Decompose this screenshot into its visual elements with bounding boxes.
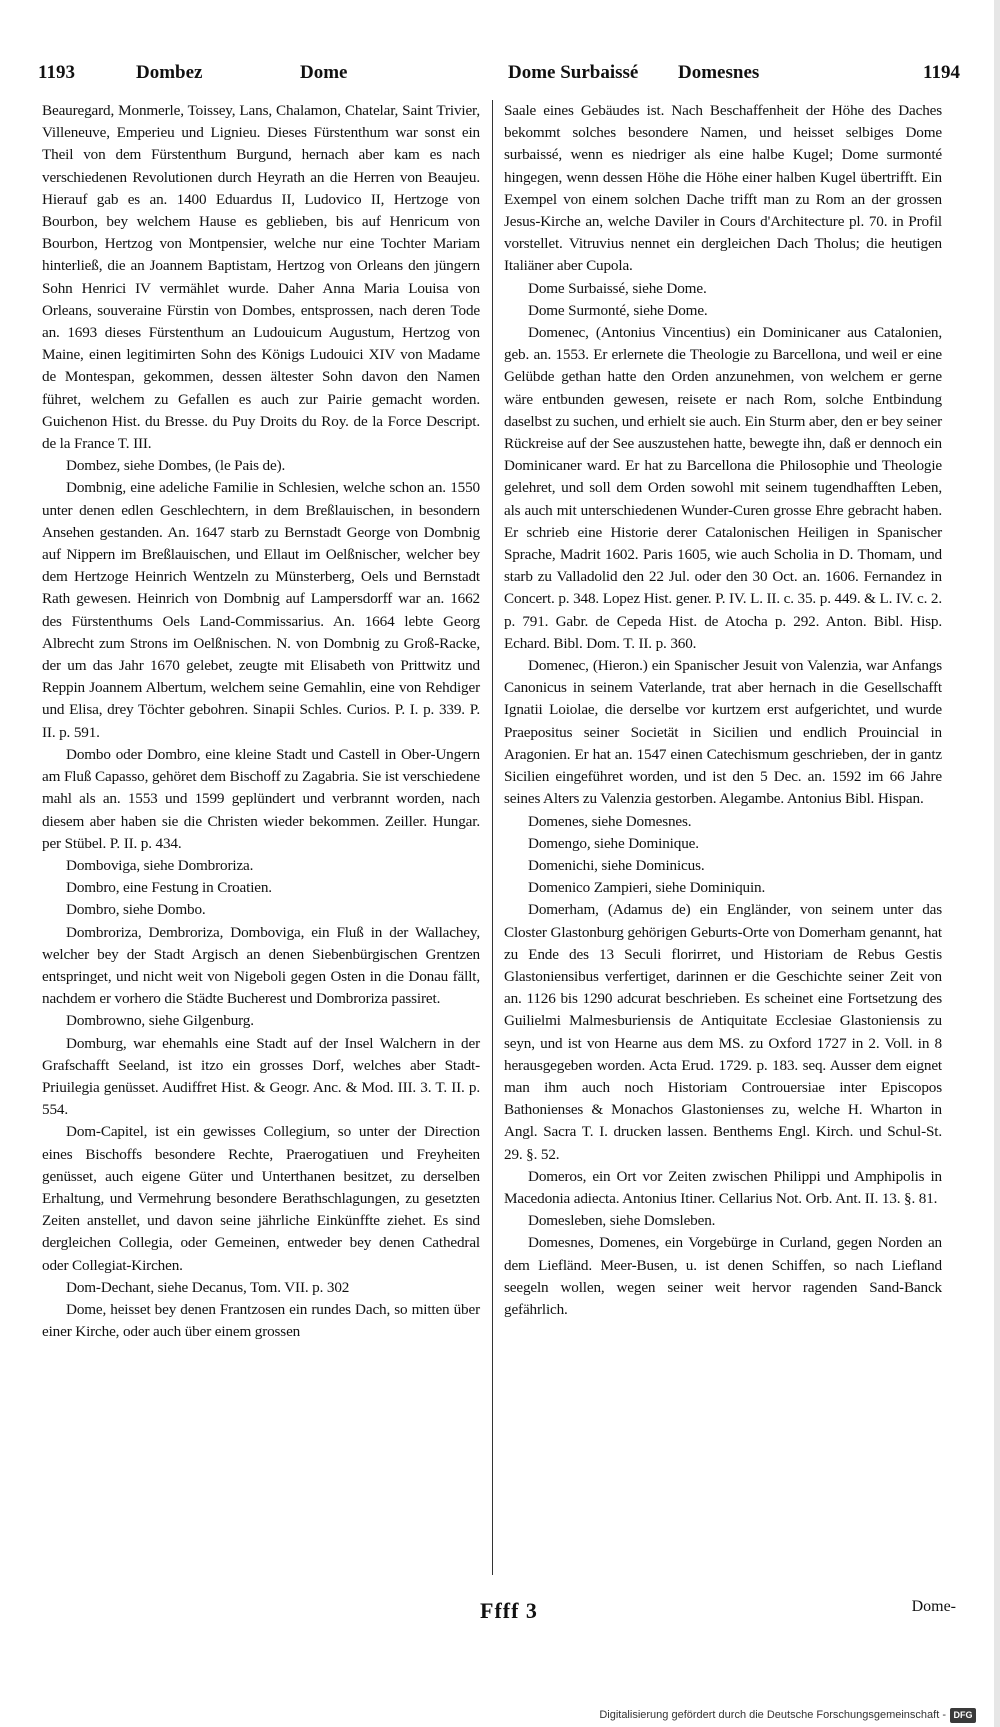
entry-paragraph: Domenec, (Antonius Vincentius) ein Dominicaner aus Catalonien, geb. an. 1553. Er erlernete die Theologie zu Barcellona, und weil er eine Gelübde gethan hatte den Orden anzunehmen, von welchem er gerne wäre entbunden gewesen, reisete er nach Rom, solche Entbindung daselbst zu suchen, und erhielt sie auch. Ein Sturm aber, den er bey seiner Rückreise auf der See auszustehen hatte, bewegte ihn, daß er dennoch ein Dominicaner ward. Er hat zu Barcellona die Philosophie und Theologie gelehret, und soll dem Orden sowohl mit seinem tugendhafften Leben, als auch mit unterschiedenen Wunder-Curen grosse Ehre gebracht haben. Er schrieb eine Historie derer Catalonischen Heiligen in Spanischer Sprache, Madrit 1602. Paris 1605, wie auch Scholia in D. Thomam, und starb zu Valladolid den 22 Jul. oder den 30 Oct. an. 1606. Fernandez in Concert. p. 348. Lopez Hist. gener. P. IV. L. II. c. 35. p. 449. & L. IV. c. 2. p. 791. Gabr. de Cepeda Hist. de Atocha p. 292. Anton. Bibl. Hisp. Echard. Bibl. Dom. T. II. p. 360. (504, 324, 942, 652)
entry-paragraph: Dombrowno, siehe Gilgenburg. (66, 1012, 254, 1030)
entry-paragraph: Dom-Dechant, siehe Decanus, Tom. VII. p. 302 (66, 1278, 350, 1296)
entry-paragraph: Dombro, eine Festung in Croatien. (66, 879, 272, 897)
right-head-word-1: Dome Surbaissé (508, 62, 639, 83)
left-head-word-1: Dombez (136, 62, 203, 83)
entry-paragraph: Dombnig, eine adeliche Familie in Schlesien, welche schon an. 1550 unter denen edlen Geschlechtern, in dem Breßlauischen, in besondern Ansehen gestanden. An. 1647 starb zu Bernstadt George von Dombnig auf Nippern im Breßlauischen, und Ellaut im Oelßnischer, welcher bey dem Hertzoge Heinrich Wentzeln zu Münsterberg, Oels und Bernstadt Rath gewesen. Heinrich von Dombnig auf Lampersdorff war an. 1662 des Fürstenthums Oels Land-Commissarius. An. 1664 lebte Georg Albrecht zum Strons im Oelßnischen. N. von Dombnig zu Groß-Racke, der um das Jahr 1670 gelebet, zeugte mit Elisabeth von Prittwitz und Reppin Joannem Albertum, welchem seine Gemahlin, eine von Rehdiger und Elisa, drey Töchter gebohren. Sinapii Schles. Curios. P. I. p. 339. P. II. p. 591. (42, 479, 480, 741)
page-edge (994, 0, 1000, 1727)
left-head-word-2: Dome (300, 62, 348, 83)
entry-paragraph: Dome Surbaissé, siehe Dome. (528, 279, 707, 297)
entry-paragraph: Domenichi, siehe Dominicus. (528, 856, 705, 874)
entry-paragraph: Dome Surmonté, siehe Dome. (528, 301, 708, 319)
entry-paragraph: Saale eines Gebäudes ist. Nach Beschaffenheit der Höhe des Daches bekommt solches besondere Namen, und heisset selbiges Dome surbaissé, wenn es niedriger als eine halbe Kugel; Dome surmonté hingegen, wenn dessen Höhe die Höhe einer halben Kugel übertrifft. Ein Exempel von einem solchen Dache trifft man zu Rom an der grossen Jesus-Kirche an, welche Daviler in Cours d'Architecture pl. 70. in Profil vorstellet. Vitruvius nennet ein dergleichen Dach Tholus; die heutigen Italiäner aber Cupola. (504, 102, 942, 275)
right-head-word-2: Domesnes (678, 62, 760, 83)
right-column-number: 1194 (923, 62, 960, 83)
entry-paragraph: Domenec, (Hieron.) ein Spanischer Jesuit von Valenzia, war Anfangs Canonicus in seinem Vaterlande, trat aber hernach in die Gesellschafft Ignatii Loiolae, die derselbe vor kurtzem erst aufgerichtet, und wurde Praepositus seiner Societät in Sicilien und endlich Prouincial in Aragonien. Er hat an. 1547 einen Catechismum geschrieben, der in gantz Sicilien eingeführet worden, und ist den 5 Dec. an. 1592 im 66 Jahre seines Alters zu Valenzia gestorben. Alegambe. Antonius Bibl. Hispan. (504, 657, 942, 808)
entry-paragraph: Domerham, (Adamus de) ein Engländer, von seinem unter das Closter Glastonburg gehörigen Geburts-Orte von Domerham genannt, hat zu Ende des 13 Seculi florirret, und Historiam de Rebus Gestis Glastoniensibus verfertiget, darinnen er die Geschichte seiner Zeit von an. 1126 bis 1290 adcurat beschrieben. Es scheinet eine Fortsetzung des Guilielmi Malmesburiensis de Antiquitate Ecclesiae Glastoniensis zu seyn, und ist von Hearne aus dem MS. zu Oxford 1727 in 2. Voll. in 8 herausgegeben worden. Acta Erud. 1729. p. 183. seq. Ausser dem eignet man ihm auch noch Historiam Controuersiae inter Episcopos Bathonienses & Monachos Glastonienses zu, welche H. Wharton in Angl. Sacra T. I. drucken lassen. Benthems Engl. Kirch. und Schul-St. 29. §. 52. (504, 901, 942, 1163)
entry-paragraph: Dom-Capitel, ist ein gewisses Collegium, so unter der Direction eines Bischoffs besondere Rechte, Praerogatiuen und Freyheiten genüsset, auch eigene Güter und Unterthanen besitzet, zu derselben Erhaltung, und Vermehrung besondere Berathschlagungen, zu gesetzten Zeiten anstellet, und davon seine jährliche Einkünffte ziehet. Es sind dergleichen Collegia, oder Gemeinen, entweder bey denen Cathedral oder Collegiat-Kirchen. (42, 1123, 480, 1274)
entry-paragraph: Dombro, siehe Dombo. (66, 901, 206, 919)
entry-paragraph: Domeros, ein Ort vor Zeiten zwischen Philippi und Amphipolis in Macedonia adiecta. Antonius Itiner. Cellarius Not. Orb. Ant. II. 13. §. 81. (504, 1167, 942, 1207)
right-column (504, 100, 942, 1321)
entry-paragraph: Domengo, siehe Dominique. (528, 834, 699, 852)
entry-paragraph: Dombroriza, Dembroriza, Domboviga, ein Fluß in der Wallachey, welcher bey der Stadt Argisch an denen Siebenbürgischen Grentzen entspringet, und nicht weit von Nigeboli gegen Osten in die Donau fällt, nachdem er vorhero die Städte Bucherest und Dombroriza passiret. (42, 923, 480, 1008)
entry-paragraph: Dombo oder Dombro, eine kleine Stadt und Castell in Ober-Ungern am Fluß Capasso, gehöret dem Bischoff zu Zagabria. Sie ist verschiedene mahl als an. 1553 und 1599 geplündert und verbrannt worden, nach diesem aber haben sie die Christen wieder bekommen. Zeiller. Hungar. per Stübel. P. II. p. 434. (42, 745, 480, 852)
signature-mark: Ffff 3 (480, 1598, 538, 1623)
entry-paragraph: Domesnes, Domenes, ein Vorgebürge in Curland, gegen Norden an dem Liefländ. Meer-Busen, u. ist denen Schiffen, so nach Liefland seegeln wollen, wegen seiner weit hervor ragenden Sand-Banck gefährlich. (504, 1234, 942, 1318)
entry-paragraph: Dombez, siehe Dombes, (le Pais de). (66, 457, 286, 475)
entry-paragraph: Dome, heisset bey denen Frantzosen ein rundes Dach, so mitten über einer Kirche, oder auch über einem grossen (42, 1300, 480, 1341)
entry-paragraph: Domboviga, siehe Dombroriza. (66, 856, 254, 874)
entry-paragraph: Domenico Zampieri, siehe Dominiquin. (528, 879, 766, 897)
entry-paragraph: Domesleben, siehe Domsleben. (528, 1212, 716, 1230)
entry-paragraph: Domenes, siehe Domesnes. (528, 812, 692, 830)
left-column (42, 100, 480, 1343)
dfg-logo: DFG (950, 1708, 976, 1723)
left-column-number: 1193 (38, 62, 75, 83)
entry-paragraph: Beauregard, Monmerle, Toissey, Lans, Chalamon, Chatelar, Saint Trivier, Villeneuve, Emperieu und Lignieu. Dieses Fürstenthum war sonst ein Theil von dem Fürstenthum Burgund, hernach aber kam es nach verschiedenen Revolutionen durch Heyrath an die Herren von Beaujeu. Hierauf gab es an. 1400 Eduardus II, Ludovico II, Hertzoge von Bourbon, bey welchem Hause es geblieben, bis auf Henricum von Bourbon, Hertzog von Montpensier, welche nur eine Tochter Mariam hinterließ, die an Joannem Baptistam, Hertzog von Orleans den jüngern Sohn Henrici IV vermählet wurde. Daher Anna Maria Louisa von Orleans, souveraine Fürstin von Dombes, entsprossen, nach deren Tode an. 1693 dieses Fürstenthum an Ludouicum Augustum, Hertzog von Maine, einen legitimirten Sohn des Königs Ludouici XIV von Madame de Montespan, gekommen, dessen ältester Sohn davon den Namen führet, welchem zu Gefallen es auch zur Pairie gemacht worden. Guichenon Hist. du Bresse. du Puy Droits du Roy. de la Force Descript. de la France T. III. (42, 102, 480, 453)
digitization-credit: Digitalisierung gefördert durch die Deutsche Forschungsgemeinschaft - (599, 1709, 946, 1721)
entry-paragraph: Domburg, war ehemahls eine Stadt auf der Insel Walchern in der Grafschafft Seeland, ist itzo ein grosses Dorf, welches aber Stadt-Priuilegia genüsset. Audiffret Hist. & Geogr. Anc. & Mod. III. 3. T. II. p. 554. (42, 1034, 480, 1119)
catchword: Dome- (911, 1598, 956, 1615)
running-header (38, 62, 960, 90)
column-divider (492, 100, 493, 1575)
